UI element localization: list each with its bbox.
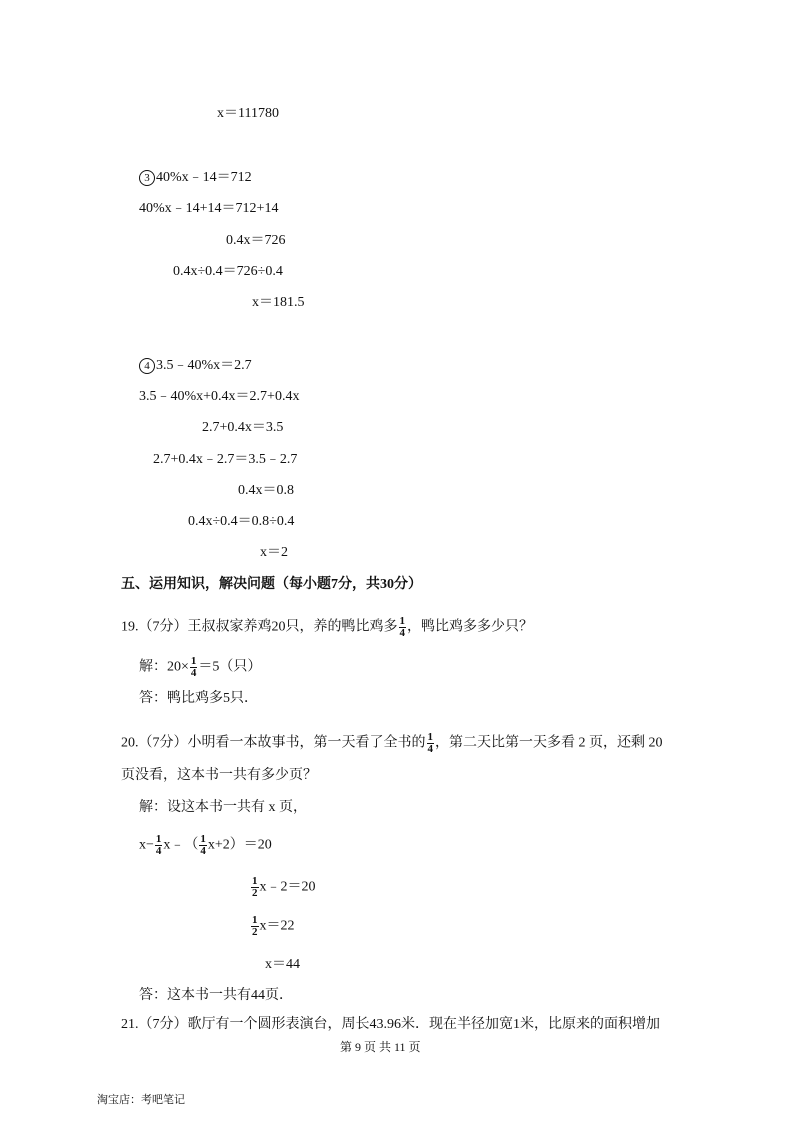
equation-line [139, 170, 252, 186]
question-21: 21.（7分）歌厅有一个圆形表演台，周长43.96米．现在半径加宽1米，比原来的面积增加 [121, 1017, 660, 1032]
equation-line [139, 358, 252, 374]
equation-line: 3.5﹣40%x+0.4x＝2.7+0.4x [139, 389, 300, 404]
equation-line: x− $\frac{1}{4}$ x﹣（ $\frac{1}{4}$ x+2）＝20 [139, 833, 272, 857]
fraction: $\frac{1}{4}$ [399, 615, 405, 639]
fraction: $\frac{1}{4}$ [200, 833, 206, 857]
fraction: $\frac{1}{4}$ [155, 833, 162, 857]
equation-line: 40%x﹣14+14＝712+14 [139, 201, 279, 216]
equation-line: 0.4x÷0.4＝726÷0.4 [173, 264, 283, 279]
question-text: ，第二天比第一天多看 2 页，还剩 20 [435, 735, 663, 751]
equation-line: x＝181.5 [252, 295, 305, 310]
shop-watermark: 淘宝店：考吧笔记 [97, 1094, 185, 1106]
question-text: ，鸭比鸡多多少只？ [407, 619, 533, 635]
fraction: $\frac{1}{4}$ [427, 731, 433, 755]
question-text: 20.（7分）小明看一本故事书，第一天看了全书的 [121, 735, 426, 751]
question-text: 19.（7分）王叔叔家养鸡20只，养的鸭比鸡多 [121, 619, 398, 635]
question-text: 页没看，这本书一共有多少页？ [121, 768, 317, 783]
section-heading: 五、运用知识，解决问题（每小题7分，共30分） [121, 577, 422, 592]
equation-line: x＝111780 [217, 106, 279, 121]
circled-number: 3 [139, 170, 155, 186]
equation-line: $\frac{1}{2}$ x﹣2＝20 [252, 875, 316, 899]
equation-line: 2.7+0.4x﹣2.7＝3.5﹣2.7 [153, 452, 298, 467]
equation-line: 2.7+0.4x＝3.5 [202, 420, 284, 435]
solution-intro: 解：设这本书一共有 x 页， [139, 800, 307, 815]
equation-line: 0.4x＝726 [226, 233, 286, 248]
equation-line: x＝2 [260, 545, 288, 560]
answer-line: 答：鸭比鸡多5只． [139, 691, 258, 706]
fraction: $\frac{1}{2}$ [252, 875, 258, 899]
question-19 [121, 616, 533, 639]
equation-line: 0.4x＝0.8 [238, 483, 294, 498]
equation-text: 3.5﹣40%x＝2.7 [156, 358, 252, 374]
question-20 [121, 732, 663, 755]
solution-line: 解：20× $\frac{1}{4}$ ＝5（只） [139, 655, 262, 679]
equation-text: 40%x﹣14＝712 [156, 170, 252, 186]
equation-line: x＝44 [265, 957, 300, 972]
equation-line: 0.4x÷0.4＝0.8÷0.4 [188, 514, 295, 529]
page-number: 第 9 页 共 11 页 [340, 1040, 421, 1054]
fraction: $\frac{1}{4}$ [190, 655, 197, 679]
equation-line: $\frac{1}{2}$ x＝22 [252, 914, 295, 938]
answer-line: 答：这本书一共有44页． [139, 988, 293, 1003]
circled-number: 4 [139, 358, 155, 374]
fraction: $\frac{1}{2}$ [252, 914, 258, 938]
